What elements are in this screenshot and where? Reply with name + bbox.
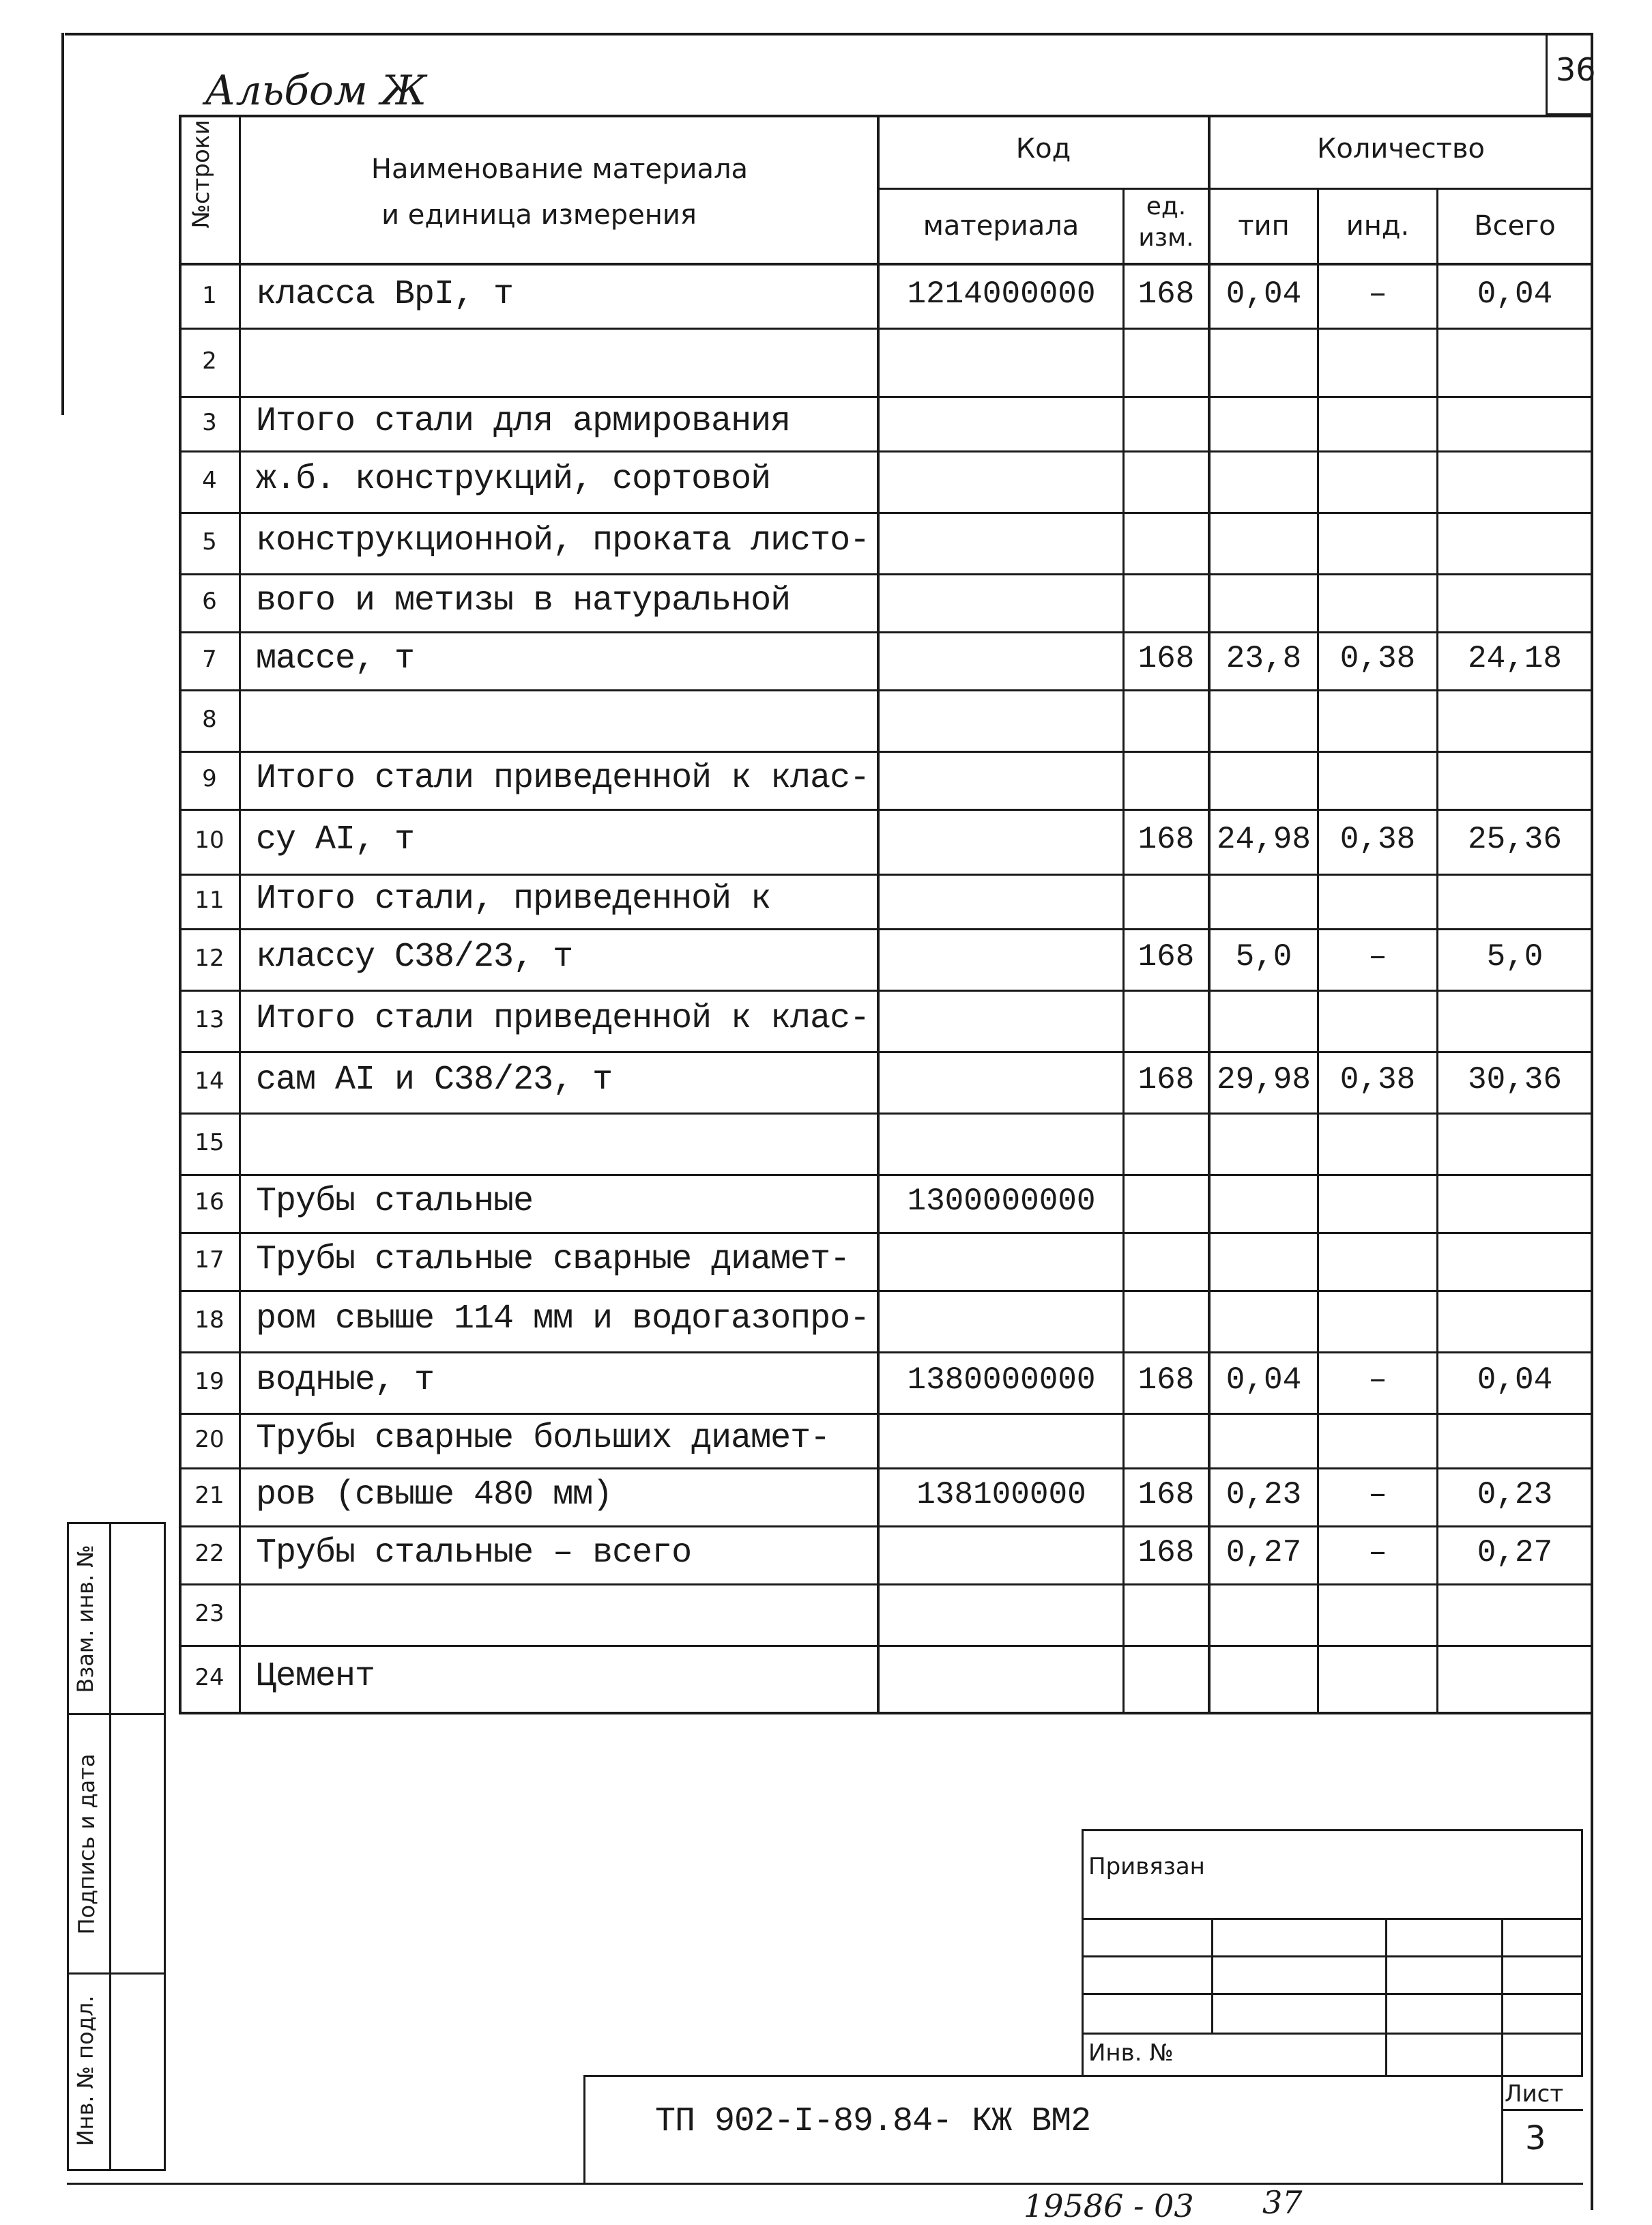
row-name: ром свыше 114 мм и водогазопро-	[256, 1300, 870, 1338]
header-bottom-line	[179, 263, 1591, 265]
row-unit: 168	[1137, 1062, 1195, 1098]
side-stamp-signature-date-text: Подпись и дата	[74, 1753, 100, 1935]
row-ind: 0,38	[1339, 1062, 1416, 1098]
row-separator	[179, 809, 1591, 811]
row-separator	[179, 1351, 1591, 1353]
title-block-left	[583, 2075, 585, 2184]
row-separator	[179, 1174, 1591, 1176]
row-code: 138100000	[916, 1476, 1086, 1512]
row-number: 6	[202, 588, 217, 616]
row-name: Трубы сварные больших диамет-	[256, 1419, 830, 1458]
row-ind: –	[1368, 1534, 1387, 1570]
table-top-line	[179, 115, 1591, 117]
frame-top-line	[65, 33, 1593, 35]
row-number: 3	[202, 408, 217, 436]
header-qty-total: Всего	[1474, 210, 1556, 242]
row-number: 1	[202, 281, 217, 309]
binding-box-privyazan: Привязан	[1088, 1853, 1205, 1880]
row-number: 2	[202, 347, 217, 375]
row-unit: 168	[1137, 1362, 1195, 1398]
row-separator	[179, 1583, 1591, 1585]
row-number: 10	[194, 827, 224, 855]
row-separator	[179, 1112, 1591, 1115]
row-separator	[179, 1413, 1591, 1415]
row-separator	[179, 928, 1591, 930]
row-unit: 168	[1137, 939, 1195, 975]
row-name: массе, т	[256, 639, 415, 678]
row-number: 9	[202, 765, 217, 793]
row-separator	[179, 631, 1591, 633]
row-number: 18	[194, 1306, 224, 1334]
row-number: 24	[194, 1663, 224, 1691]
header-sub-divider-qty	[1208, 188, 1591, 190]
binding-box-line3	[1082, 1993, 1583, 1995]
row-number: 17	[194, 1246, 224, 1274]
title-block-sheet-left	[1501, 2075, 1503, 2184]
row-separator	[179, 1232, 1591, 1234]
row-ind: 0,38	[1339, 821, 1416, 857]
row-separator	[179, 1467, 1591, 1469]
row-unit: 168	[1137, 1534, 1195, 1570]
side-stamp-vzam-text: Взам. инв. №	[72, 1545, 98, 1693]
header-name-line1: Наименование материала	[371, 154, 749, 185]
header-unit-line2: изм.	[1138, 224, 1194, 252]
side-stamp-left-line	[67, 1522, 69, 2170]
row-number: 12	[194, 944, 224, 972]
row-code: 1380000000	[907, 1362, 1096, 1398]
row-name: Трубы стальные	[256, 1181, 534, 1221]
frame-left-line	[61, 33, 64, 415]
row-unit: 168	[1137, 276, 1195, 313]
row-separator	[179, 751, 1591, 753]
row-total: 24,18	[1467, 640, 1563, 676]
row-separator	[179, 1525, 1591, 1527]
row-type: 5,0	[1235, 939, 1292, 975]
row-separator	[179, 450, 1591, 453]
row-name: конструкционной, проката листо-	[256, 521, 870, 560]
row-name: Цемент	[256, 1657, 375, 1696]
header-quantity: Количество	[1316, 133, 1485, 164]
title-block-top	[583, 2075, 1583, 2077]
row-separator	[179, 512, 1591, 514]
title-block-sheet-number: 3	[1525, 2119, 1546, 2157]
row-number: 15	[194, 1128, 224, 1156]
page-number: 36	[1556, 51, 1596, 88]
side-stamp-signature-date	[74, 1714, 104, 1974]
row-name: Итого стали приведенной к клас-	[256, 758, 870, 798]
row-name: Итого стали, приведенной к	[256, 880, 771, 919]
row-type: 0,04	[1226, 276, 1302, 313]
binding-box-col1	[1211, 1918, 1213, 2033]
row-total: 30,36	[1467, 1062, 1563, 1098]
row-ind: –	[1368, 1362, 1387, 1398]
row-type: 29,98	[1216, 1062, 1312, 1098]
row-unit: 168	[1137, 640, 1195, 676]
header-code-material: материала	[923, 210, 1079, 242]
page-number-box-left	[1546, 33, 1548, 115]
row-code: 1214000000	[907, 276, 1096, 313]
row-number: 8	[202, 705, 217, 733]
binding-box-top	[1082, 1829, 1583, 1831]
side-stamp-inv-podl-text: Инв. № подл.	[72, 1995, 98, 2147]
row-separator	[179, 990, 1591, 992]
row-name: классу С38/23, т	[256, 938, 573, 977]
row-ind: –	[1368, 276, 1387, 313]
row-type: 0,23	[1226, 1476, 1302, 1512]
row-total: 25,36	[1467, 821, 1563, 857]
row-total: 0,23	[1477, 1476, 1553, 1512]
row-separator	[179, 689, 1591, 691]
row-number: 21	[194, 1482, 224, 1510]
binding-box-right	[1581, 1829, 1583, 2075]
row-separator	[179, 328, 1591, 330]
row-number: 22	[194, 1540, 224, 1568]
row-ind: 0,38	[1339, 640, 1416, 676]
row-separator	[179, 396, 1591, 398]
row-number: 16	[194, 1188, 224, 1216]
header-qty-type: тип	[1238, 210, 1290, 242]
row-name: вого и метизы в натуральной	[256, 581, 791, 620]
album-label: Альбом Ж	[205, 67, 427, 115]
binding-box-col2	[1385, 1918, 1387, 2075]
row-name: класса ВрI, т	[256, 275, 514, 314]
row-ind: –	[1368, 1476, 1387, 1512]
footer-handwritten-left: 19586 - 03	[1024, 2187, 1194, 2224]
title-block-designation: ТП 902-I-89.84- КЖ ВМ2	[655, 2102, 1091, 2141]
row-total: 0,27	[1477, 1534, 1553, 1570]
row-number: 11	[194, 886, 224, 914]
row-total: 0,04	[1477, 276, 1553, 313]
name-column-line	[877, 115, 880, 1712]
row-number: 19	[194, 1367, 224, 1395]
side-stamp-vzam	[72, 1523, 102, 1714]
row-number: 4	[202, 466, 217, 494]
row-separator	[179, 573, 1591, 575]
row-number: 20	[194, 1425, 224, 1453]
side-stamp-inv-podl	[72, 1975, 102, 2166]
side-stamp-bottom	[67, 2169, 166, 2171]
footer-handwritten-right: 37	[1262, 2184, 1303, 2221]
table-bottom-line	[179, 1712, 1591, 1714]
side-stamp-right-line	[164, 1522, 166, 2170]
row-total: 5,0	[1486, 939, 1544, 975]
header-sub-divider-code	[877, 188, 1208, 190]
row-name: сам AI и С38/23, т	[256, 1061, 613, 1100]
frame-right-line	[1591, 33, 1593, 2210]
row-name: ж.б. конструкций, сортовой	[256, 460, 771, 499]
row-code: 1300000000	[907, 1183, 1096, 1219]
row-separator	[179, 874, 1591, 876]
binding-box-col3	[1501, 1918, 1503, 2075]
row-type: 24,98	[1216, 821, 1312, 857]
row-type: 23,8	[1226, 640, 1302, 676]
row-number: 7	[202, 646, 217, 674]
row-number: 23	[194, 1599, 224, 1627]
title-block-sheet-mid	[1501, 2109, 1583, 2111]
header-qty-ind: инд.	[1346, 210, 1410, 242]
binding-box-left	[1082, 1829, 1084, 2075]
row-unit: 168	[1137, 821, 1195, 857]
header-row-number	[188, 119, 229, 229]
row-name: Итого стали приведенной к клас-	[256, 999, 870, 1038]
title-block-sheet-label: Лист	[1505, 2080, 1564, 2108]
row-name: Трубы стальные – всего	[256, 1533, 692, 1573]
row-unit: 168	[1137, 1476, 1195, 1512]
unit-type-column-line	[1208, 115, 1211, 1712]
row-name: водные, т	[256, 1361, 435, 1400]
row-number: 13	[194, 1005, 224, 1033]
row-number: 5	[202, 528, 217, 556]
binding-box-line4	[1082, 2033, 1583, 2035]
row-separator	[179, 1645, 1591, 1647]
row-type: 0,27	[1226, 1534, 1302, 1570]
row-name: Итого стали для армирования	[256, 402, 791, 441]
header-code: Код	[1015, 133, 1071, 164]
row-name: Трубы стальные сварные диамет-	[256, 1239, 850, 1279]
side-stamp-col-line	[109, 1522, 111, 2170]
row-name: ров (свыше 480 мм)	[256, 1475, 613, 1515]
row-separator	[179, 1290, 1591, 1292]
row-number: 14	[194, 1067, 224, 1095]
row-type: 0,04	[1226, 1362, 1302, 1398]
row-total: 0,04	[1477, 1362, 1553, 1398]
binding-box-line1	[1082, 1918, 1583, 1920]
row-name: су AI, т	[256, 820, 415, 859]
header-row-number-text: №строки	[188, 119, 215, 229]
title-block-bottom	[67, 2183, 1583, 2185]
header-name-line2: и единица измерения	[381, 199, 697, 231]
row-separator	[179, 1051, 1591, 1053]
row-ind: –	[1368, 939, 1387, 975]
header-unit-line1: ед.	[1146, 192, 1187, 220]
binding-box-line2	[1082, 1955, 1583, 1957]
binding-box-inv-no: Инв. №	[1088, 2039, 1174, 2067]
